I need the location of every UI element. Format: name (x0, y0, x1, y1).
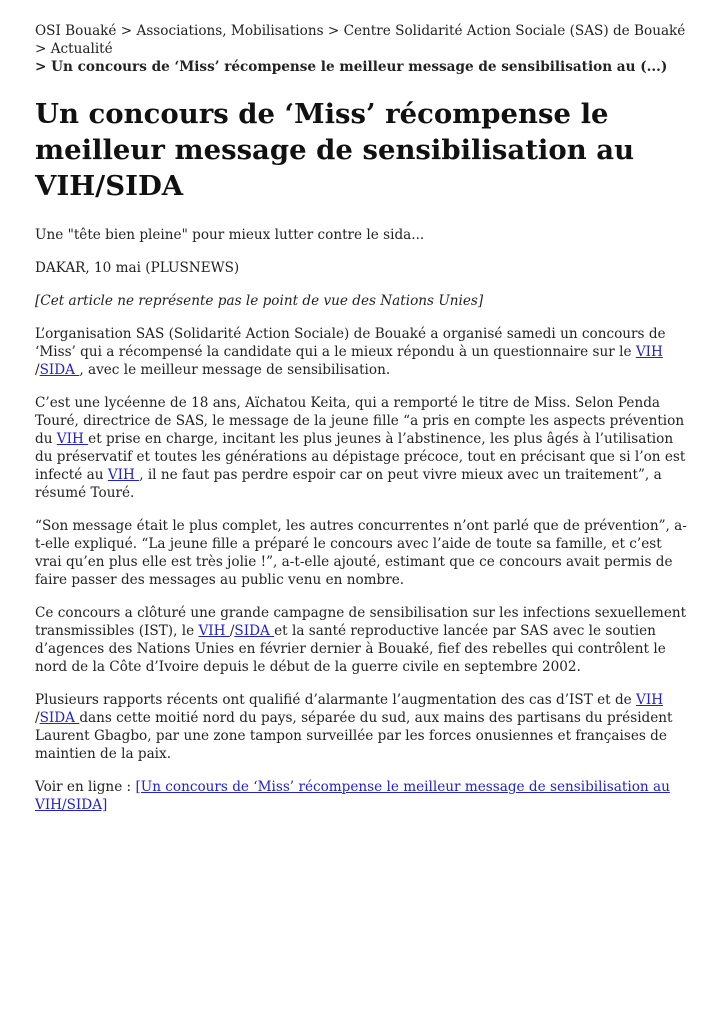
breadcrumb-item-actualite[interactable]: Actualité (50, 41, 113, 57)
article-paragraph-3: “Son message était le plus complet, les autres concurrentes n’ont parlé que de prévention”, a-t-elle expliqué. “La jeune fille a préparé le concours avec l’aide de toute sa famille, et c’est vrai qu’en plus elle est très jolie !”, a-t-elle ajouté, estimant que ce concours avait permis de faire passer des messages au public venu en nombre. (35, 518, 687, 588)
text: / (35, 362, 40, 378)
text: Plusieurs rapports récents ont qualifié d’alarmante l’augmentation des cas d’IST et de (35, 692, 637, 708)
text: , avec le meilleur message de sensibilisation. (79, 362, 391, 378)
see-online-link[interactable]: [Un concours de ‘Miss’ récompense le meilleur message de sensibilisation au VIH/SIDA] (35, 779, 670, 813)
breadcrumb-separator: > (323, 23, 344, 39)
breadcrumb-item-associations[interactable]: Associations, Mobilisations (136, 23, 324, 39)
text: C’est une lycéenne de 18 ans, Aïchatou Keita, qui a remporté le titre de Miss. Selon Penda Touré, directrice de SAS, le message de la jeune fille “a pris en compte les aspects prévention du (35, 395, 685, 447)
vih-link[interactable]: VIH (198, 623, 230, 639)
article-title: Un concours de ‘Miss’ récompense le meilleur message de sensibilisation au VIH/SIDA (35, 98, 635, 202)
article-paragraph-5 (35, 691, 690, 763)
breadcrumb-item-sas[interactable]: Centre Solidarité Action Sociale (SAS) de Bouaké (343, 23, 686, 39)
sida-link[interactable]: SIDA (234, 623, 275, 639)
see-online (35, 778, 690, 814)
breadcrumb-item-osi-bouake[interactable]: OSI Bouaké (35, 23, 117, 39)
text: , il ne faut pas perdre espoir car on peut vivre mieux avec un traitement”, a résumé Touré. (35, 467, 662, 501)
article-lead: Une "tête bien pleine" pour mieux lutter contre le sida... (35, 227, 425, 243)
text: / (35, 710, 40, 726)
vih-link[interactable]: VIH (635, 344, 663, 360)
breadcrumb-separator: > (35, 41, 51, 57)
article-dateline: DAKAR, 10 mai (PLUSNEWS) (35, 260, 240, 276)
breadcrumb-separator: > (116, 23, 137, 39)
text: dans cette moitié nord du pays, séparée du sud, aux mains des partisans du président Laurent Gbagbo, par une zone tampon surveillée par les forces onusiennes et françaises de maintien de la paix. (35, 710, 673, 762)
vih-link[interactable]: VIH (636, 692, 664, 708)
text: Ce concours a clôturé une grande campagne de sensibilisation sur les infections sexuellement transmissibles (IST), le (35, 605, 687, 639)
article-paragraph-1 (35, 325, 690, 379)
breadcrumb-separator: > (35, 59, 52, 75)
text: L’organisation SAS (Solidarité Action Sociale) de Bouaké a organisé samedi un concours de ‘Miss’ qui a récompensé la candidate qui a le mieux répondu à un questionnaire sur le (35, 326, 666, 360)
sida-link[interactable]: SIDA (39, 710, 80, 726)
text: / (229, 623, 235, 639)
breadcrumb-current: Un concours de ‘Miss’ récompense le meilleur message de sensibilisation au (...) (51, 59, 668, 75)
sida-link[interactable]: SIDA (39, 362, 80, 378)
article-paragraph-2 (35, 394, 690, 502)
vih-link[interactable]: VIH (107, 467, 140, 483)
article-paragraph-4 (35, 604, 690, 676)
vih-link[interactable]: VIH (56, 431, 89, 447)
breadcrumb (35, 22, 690, 76)
text: et prise en charge, incitant les plus jeunes à l’abstinence, les plus âgés à l’utilisation du préservatif et toutes les générations au dépistage précoce, tout en précisant que si l’on est infecté au (35, 431, 686, 483)
article-disclaimer: [Cet article ne représente pas le point de vue des Nations Unies] (35, 293, 484, 309)
see-online-label: Voir en ligne : (35, 779, 136, 795)
text: et la santé reproductive lancée par SAS avec le soutien d’agences des Nations Unies en février dernier à Bouaké, fief des rebelles qui contrôlent le nord de la Côte d’Ivoire depuis le début de la guerre civile en septembre 2002. (35, 623, 666, 675)
